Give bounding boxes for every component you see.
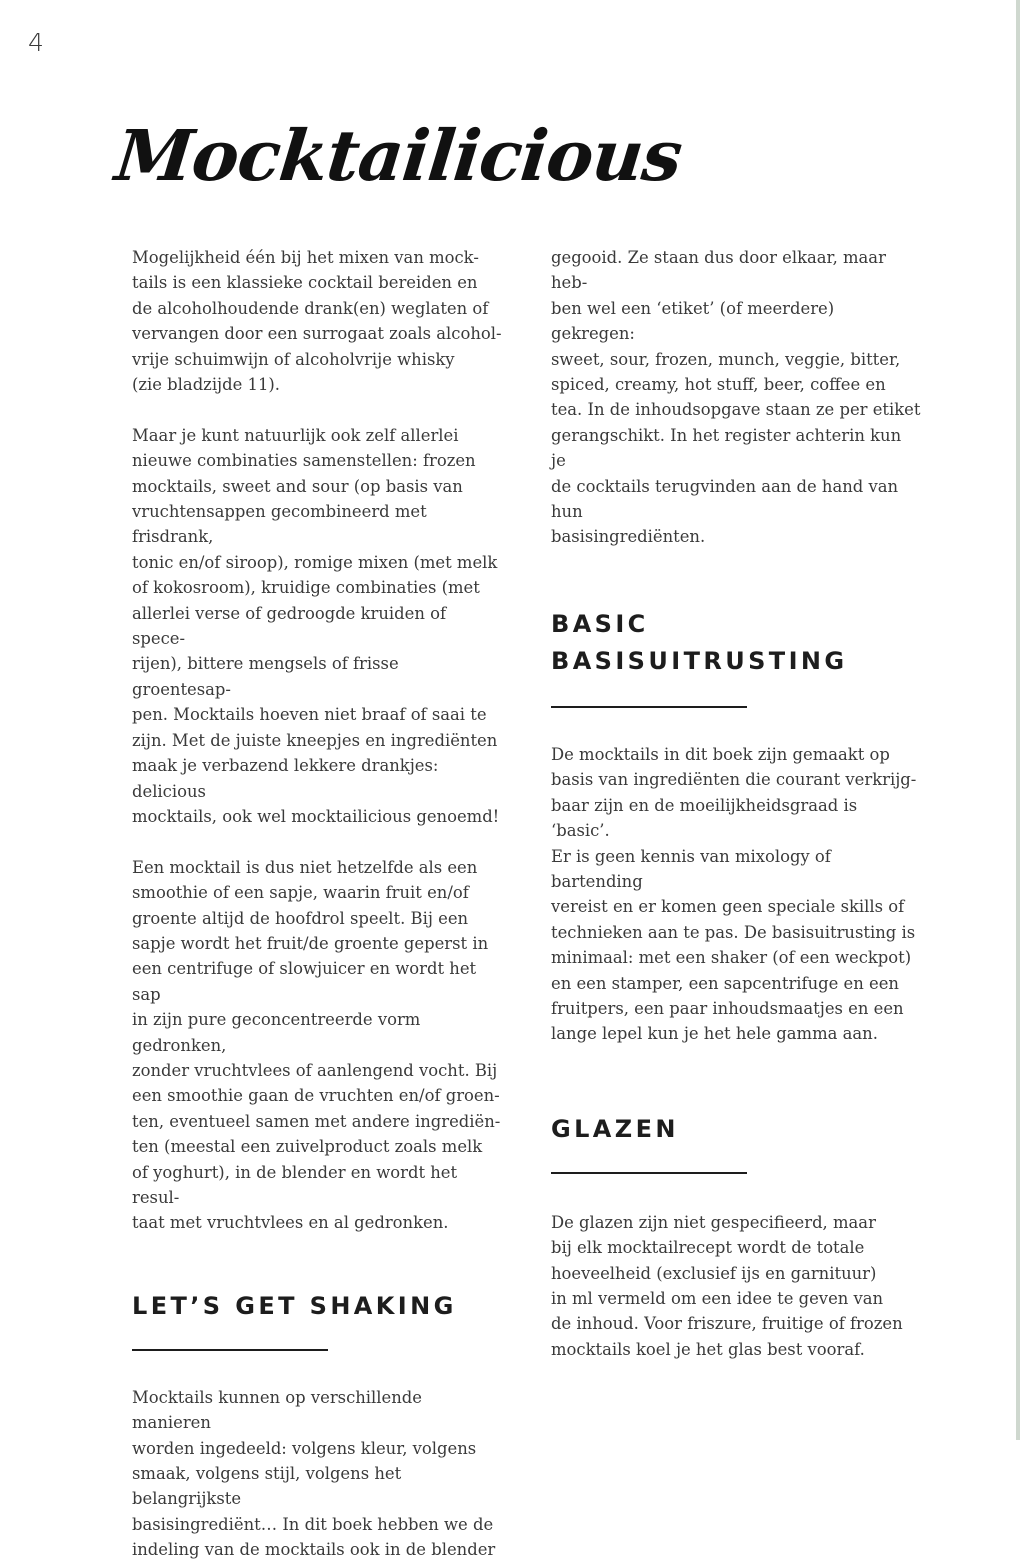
mocktail-vs-smoothie-paragraph: Een mocktail is dus niet hetzelfde als een smoothie of een sapje, waarin fruit en/of groente altijd de hoofdrol speelt. Bij een sapje wordt het fruit/de groente geperst in een centrifuge of slowjuicer en wordt het sap in zijn pure geconcentreerde vorm gedronken, zonder vruchtvlees of aanlengend vocht. Bij een smoothie gaan de vruchten en/of groen- ten, eventueel samen met andere ingrediën- ten (meestal een zuivelproduct zoals melk of yoghurt), in de blender en wordt het resul- taat met vruchtvlees en al gedronken.: [132, 857, 501, 1233]
heading-underline: [132, 1349, 328, 1351]
page-title: Mocktailicious: [111, 114, 686, 197]
heading-underline: [551, 706, 747, 708]
combinations-paragraph: Maar je kunt natuurlijk ook zelf allerlei nieuwe combinaties samenstellen: frozen mocktails, sweet and sour (op basis van vruchtensappen gecombineerd met frisdrank, tonic en/of siroop), romige mixen (met melk of kokosroom), kruidige combinaties (met allerlei verse of gedroogde kruiden of spece- rijen), bittere mengsels of frisse groentesap- pen. Mocktails hoeven niet braaf of saai te zijn. Met de juiste kneepjes en ingrediënten maak je verbazend lekkere drankjes: delicious mocktails, ook wel mocktailicious genoemd!: [132, 425, 500, 826]
left-column: [132, 245, 502, 1563]
intro-paragraph: Mogelijkheid één bij het mixen van mock- tails is een klassieke cocktail bereiden en de alcoholhoudende drank(en) weglaten of vervangen door een surrogaat zoals alcohol- vrije schuimwijn of alcoholvrije whisky (zie bladzijde 11).: [132, 248, 502, 395]
basisuitrusting-paragraph: De mocktails in dit boek zijn gemaakt op basis van ingrediënten die courant verkrijg- baar zijn en de moeilijkheidsgraad is ‘basic’. Er is geen kennis van mixology of bartending vereist en er komen geen speciale skills of technieken aan te pas. De basisuitrusting is minimaal: met een shaker (of een weckpot) en een stamper, een sapcentrifuge en een fruitpers, een paar inhoudsmaatjes en een lange lepel kun je het hele gamma aan.: [551, 744, 917, 1044]
heading-glazen: GLAZEN: [551, 1114, 679, 1143]
right-column: [551, 245, 921, 1362]
heading-lets-get-shaking: LET’S GET SHAKING: [132, 1291, 457, 1320]
heading-underline: [551, 1172, 747, 1174]
labels-paragraph: gegooid. Ze staan dus door elkaar, maar heb- ben wel een ‘etiket’ (of meerdere) gekregen: sweet, sour, frozen, munch, veggie, bitter, spiced, creamy, hot stuff, beer, coffee en tea. In de inhoudsopgave staan ze per etiket gerangschikt. In het register achterin kun je de cocktails terugvinden aan de hand van hun basisingrediënten.: [551, 248, 921, 547]
page-number: 4: [28, 28, 45, 57]
shaking-paragraph: Mocktails kunnen op verschillende manieren worden ingedeeld: volgens kleur, volgens smaak, volgens stijl, volgens het belangrijkste basisingrediënt… In dit boek hebben we de indeling van de mocktails ook in de blender: [132, 1387, 496, 1560]
glazen-paragraph: De glazen zijn niet gespecifieerd, maar bij elk mocktailrecept wordt de totale hoeveelheid (exclusief ijs en garnituur) in ml vermeld om een idee te geven van de inhoud. Voor friszure, fruitige of frozen mocktails koel je het glas best vooraf.: [551, 1212, 903, 1359]
heading-basic-basisuitrusting: BASIC BASISUITRUSTING: [551, 609, 848, 675]
page-edge: [1016, 0, 1020, 1440]
